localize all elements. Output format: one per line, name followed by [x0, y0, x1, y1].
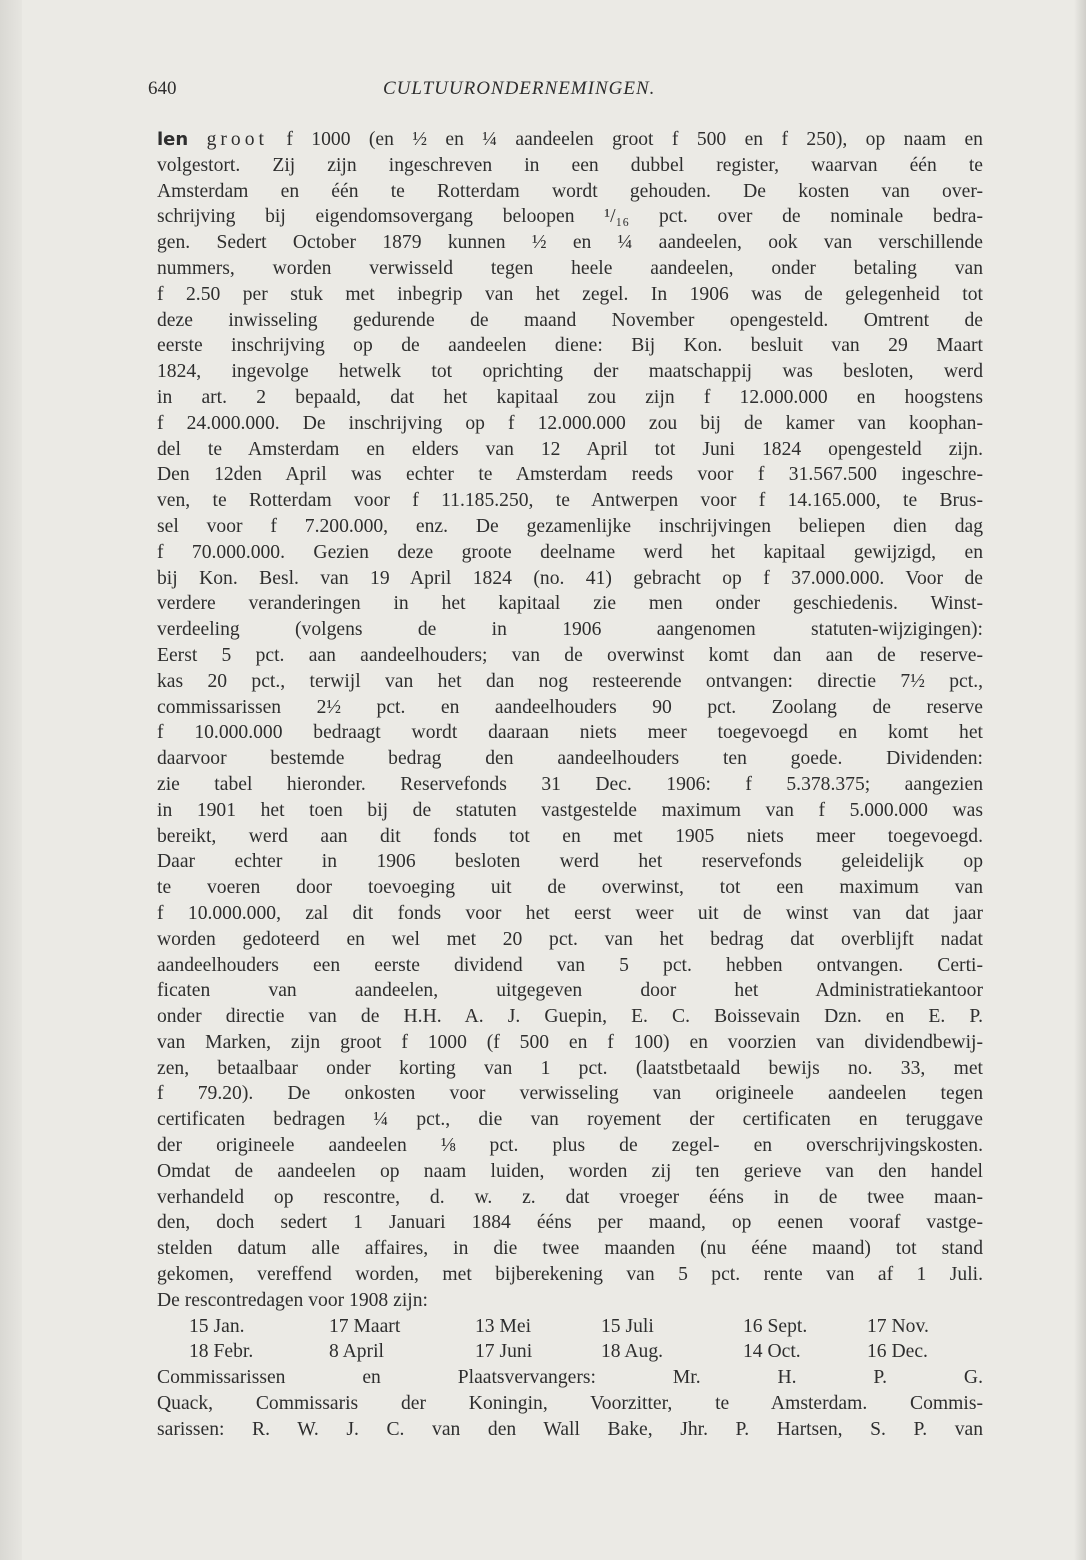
text-line: De rescontredagen voor 1908 zijn: [157, 1289, 428, 1311]
text-line: Quack, Commissaris der Koningin, Voorzitter, te Amsterdam. Commis- [157, 1393, 983, 1415]
page-header [148, 78, 984, 102]
text-line: Eerst 5 pct. aan aandeelhouders; van de overwinst komt dan aan de reserve- [157, 644, 983, 666]
text-line: kas 20 pct., terwijl van het dan nog resteerende ontvangen: directie 7½ pct., [157, 670, 983, 692]
text-line: bij Kon. Besl. van 19 April 1824 (no. 41) gebracht op f 37.000.000. Voor de [157, 567, 983, 589]
text-line: Daar echter in 1906 besloten werd het reservefonds geleidelijk op [157, 851, 983, 873]
rescontre-date: 13 Mei [475, 1315, 532, 1337]
rescontre-date: 15 Juli [601, 1315, 654, 1337]
text-line: aandeelhouders een eerste dividend van 5 pct. hebben ontvangen. Certi- [157, 954, 983, 976]
running-title: CULTUURONDERNEMINGEN. [383, 78, 656, 99]
text-line: verdere veranderingen in het kapitaal zie men onder geschiedenis. Winst- [157, 593, 983, 615]
text-line: f 24.000.000. De inschrijving op f 12.000.000 zou bij de kamer van koophan- [157, 412, 983, 434]
rescontre-date: 17 Nov. [867, 1315, 929, 1337]
text-line: gekomen, vereffend worden, met bijberekening van 5 pct. rente van af 1 Juli. [157, 1264, 983, 1286]
text-line: 1824, ingevolge hetwelk tot oprichting der maatschappij was besloten, werd [157, 361, 983, 383]
text-line: f 10.000.000, zal dit fonds voor het eerst weer uit de winst van dat jaar [157, 902, 983, 924]
text-line: van Marken, zijn groot f 1000 (f 500 en f 100) en voorzien van dividendbewij- [157, 1031, 983, 1053]
page-number: 640 [148, 78, 177, 99]
text-line: commissarissen 2½ pct. en aandeelhouders 90 pct. Zoolang de reserve [157, 696, 983, 718]
text-line: eerste inschrijving op de aandeelen diene: Bij Kon. besluit van 29 Maart [157, 335, 983, 357]
text-line: f 79.20). De onkosten voor verwisseling van origineele aandeelen tegen [157, 1083, 983, 1105]
text-line: Commissarissen en Plaatsvervangers: Mr. H. P. G. [157, 1367, 983, 1389]
text-line: te voeren door toevoeging uit de overwinst, tot een maximum van [157, 877, 983, 899]
text-line: nummers, worden verwisseld tegen heele aandeelen, onder betaling van [157, 257, 983, 279]
text-line: sarissen: R. W. J. C. van den Wall Bake, Jhr. P. Hartsen, S. P. van [157, 1418, 983, 1440]
text-line: bereikt, werd aan dit fonds tot en met 1905 niets meer toegevoegd. [157, 825, 983, 847]
text-line: schrijving bij eigendomsovergang beloopen ¹/₁₆ pct. over de nominale bedra- [157, 206, 983, 228]
rescontre-date: 17 Maart [329, 1315, 401, 1337]
text-line: daarvoor bestemde bedrag den aandeelhouders ten goede. Dividenden: [157, 748, 983, 770]
text-line: f 2.50 per stuk met inbegrip van het zegel. In 1906 was de gelegenheid tot [157, 283, 983, 305]
text-line: f 70.000.000. Gezien deze groote deelname werd het kapitaal gewijzigd, en [157, 541, 983, 563]
text-line: Omdat de aandeelen op naam luiden, worden zij ten gerieve van den handel [157, 1160, 983, 1182]
text-line: gen. Sedert October 1879 kunnen ½ en ¼ aandeelen, ook van verschillende [157, 232, 983, 254]
rescontre-date: 18 Aug. [601, 1341, 664, 1363]
text-line: volgestort. Zij zijn ingeschreven in een dubbel register, waarvan één te [157, 154, 983, 176]
text-line: len groot f 1000 (en ½ en ¼ aandeelen groot f 500 en f 250), op naam en [157, 129, 983, 150]
text-line: der origineele aandeelen ⅛ pct. plus de zegel- en overschrijvingskosten. [157, 1135, 983, 1157]
text-line: worden gedoteerd en wel met 20 pct. van het bedrag dat overblijft nadat [157, 928, 983, 950]
text-line: deze inwisseling gedurende de maand November opengesteld. Omtrent de [157, 309, 983, 331]
rescontre-date: 14 Oct. [743, 1341, 801, 1363]
rescontre-date: 16 Sept. [743, 1315, 808, 1337]
page-left-edge [0, 0, 22, 1560]
text-line: Amsterdam en één te Rotterdam wordt gehouden. De kosten van over- [157, 180, 983, 202]
text-line: ficaten van aandeelen, uitgegeven door het Administratiekantoor [157, 980, 983, 1002]
text-line: ven, te Rotterdam voor f 11.185.250, te Antwerpen voor f 14.165.000, te Brus- [157, 490, 983, 512]
rescontre-date: 18 Febr. [189, 1341, 254, 1363]
rescontre-date: 8 April [329, 1341, 384, 1363]
text-line: f 10.000.000 bedraagt wordt daaraan niets meer toegevoegd en komt het [157, 722, 983, 744]
body-text [157, 127, 983, 1443]
text-line: sel voor f 7.200.000, enz. De gezamenlijke inschrijvingen beliepen dien dag [157, 515, 983, 537]
rescontre-date: 17 Juni [475, 1341, 533, 1363]
text-line: del te Amsterdam en elders van 12 April tot Juni 1824 opengesteld zijn. [157, 438, 983, 460]
text-line: zie tabel hieronder. Reservefonds 31 Dec. 1906: f 5.378.375; aangezien [157, 773, 983, 795]
text-line: verhandeld op rescontre, d. w. z. dat vroeger ééns in de twee maan- [157, 1186, 983, 1208]
text-line: zen, betaalbaar onder korting van 1 pct. (laatstbetaald bewijs no. 33, met [157, 1057, 983, 1079]
text-line: in 1901 het toen bij de statuten vastgestelde maximum van f 5.000.000 was [157, 799, 983, 821]
text-line: onder directie van de H.H. A. J. Guepin, E. C. Boissevain Dzn. en E. P. [157, 1006, 983, 1028]
rescontre-row [157, 1314, 983, 1340]
text-line: in art. 2 bepaald, dat het kapitaal zou zijn f 12.000.000 en hoogstens [157, 386, 983, 408]
text-line: certificaten bedragen ¼ pct., die van royement der certificaten en teruggave [157, 1109, 983, 1131]
text-line: stelden datum alle affaires, in die twee maanden (nu ééne maand) tot stand [157, 1238, 983, 1260]
text-line: den, doch sedert 1 Januari 1884 ééns per maand, op eenen vooraf vastge- [157, 1212, 983, 1234]
text-line: Den 12den April was echter te Amsterdam reeds voor f 31.567.500 ingeschre- [157, 464, 983, 486]
rescontre-date: 16 Dec. [867, 1341, 928, 1363]
rescontre-date: 15 Jan. [189, 1315, 245, 1337]
rescontre-row [157, 1339, 983, 1365]
page-right-edge [1074, 0, 1086, 1560]
text-line: verdeeling (volgens de in 1906 aangenomen statuten-wijzigingen): [157, 619, 983, 641]
